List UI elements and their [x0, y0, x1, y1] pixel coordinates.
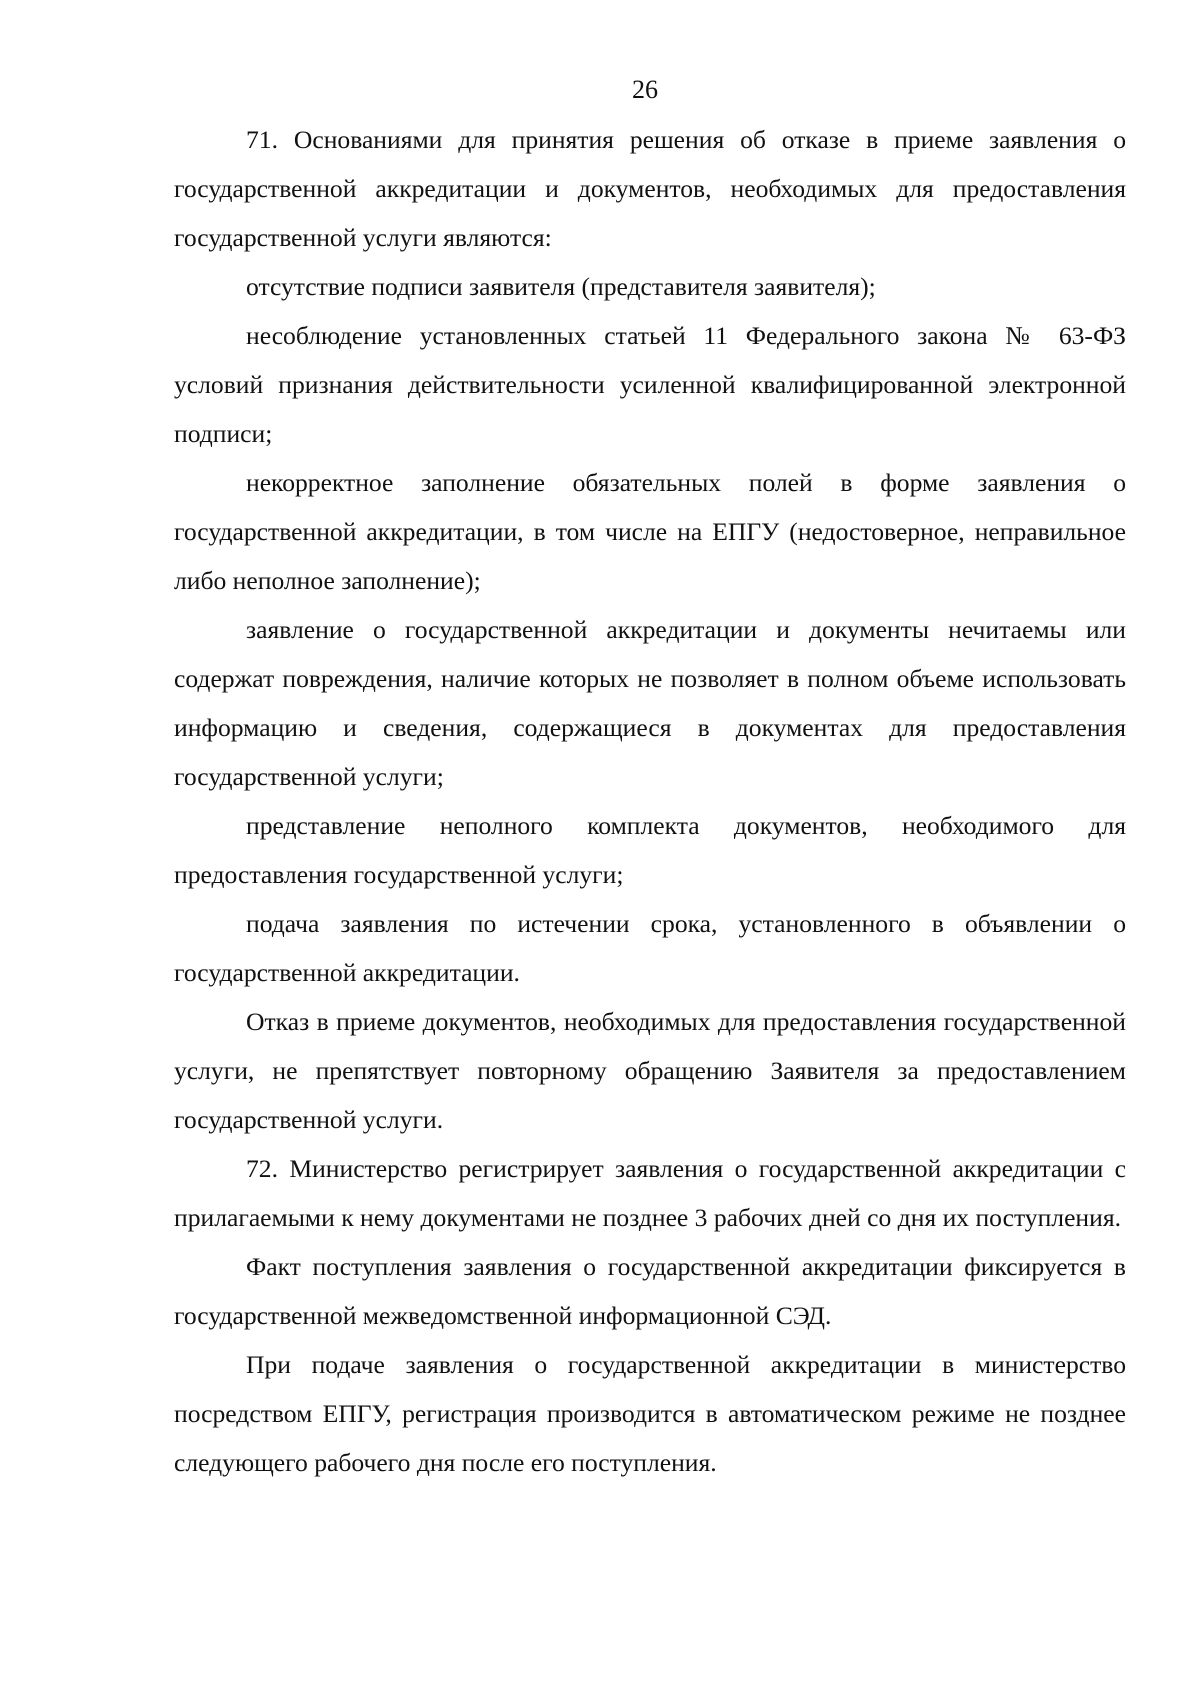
paragraph-unreadable-documents: заявление о государственной аккредитации и документы нечитаемы или содержат повреждения, наличие которых не позволяет в полном объеме использовать информацию и сведения, содержащиеся в документах для предоставления государственной услуги;	[174, 615, 1126, 791]
page-number: 26	[632, 75, 658, 104]
paragraph-72-registration: 72. Министерство регистрирует заявления о государственной аккредитации с прилагаемыми к нему документами не позднее 3 рабочих дней со дня их поступления.	[174, 1154, 1126, 1232]
paragraph-refusal-note: Отказ в приеме документов, необходимых для предоставления государственной услуги, не препятствует повторному обращению Заявителя за предоставлением государственной услуги.	[174, 1007, 1126, 1134]
paragraph-incorrect-fields: некорректное заполнение обязательных полей в форме заявления о государственной аккредитации, в том числе на ЕПГУ (недостоверное, неправильное либо неполное заполнение);	[174, 468, 1126, 595]
document-body	[174, 115, 1126, 1487]
paragraph-epgu-registration: При подаче заявления о государственной аккредитации в министерство посредством ЕПГУ, регистрация производится в автоматическом режиме не позднее следующего рабочего дня после его поступления.	[174, 1350, 1126, 1477]
paragraph-late-submission: подача заявления по истечении срока, установленного в объявлении о государственной аккредитации.	[174, 909, 1126, 987]
paragraph-signature-conditions: несоблюдение установленных статьей 11 Федерального закона № 63-ФЗ условий признания действительности усиленной квалифицированной электронной подписи;	[174, 321, 1126, 448]
paragraph-incomplete-set: представление неполного комплекта документов, необходимого для предоставления государственной услуги;	[174, 811, 1126, 889]
paragraph-71-intro: 71. Основаниями для принятия решения об отказе в приеме заявления о государственной аккредитации и документов, необходимых для предоставления государственной услуги являются:	[174, 125, 1126, 252]
paragraph-no-signature: отсутствие подписи заявителя (представителя заявителя);	[246, 272, 876, 301]
paragraph-receipt-fixation: Факт поступления заявления о государственной аккредитации фиксируется в государственной межведомственной информационной СЭД.	[174, 1252, 1126, 1330]
